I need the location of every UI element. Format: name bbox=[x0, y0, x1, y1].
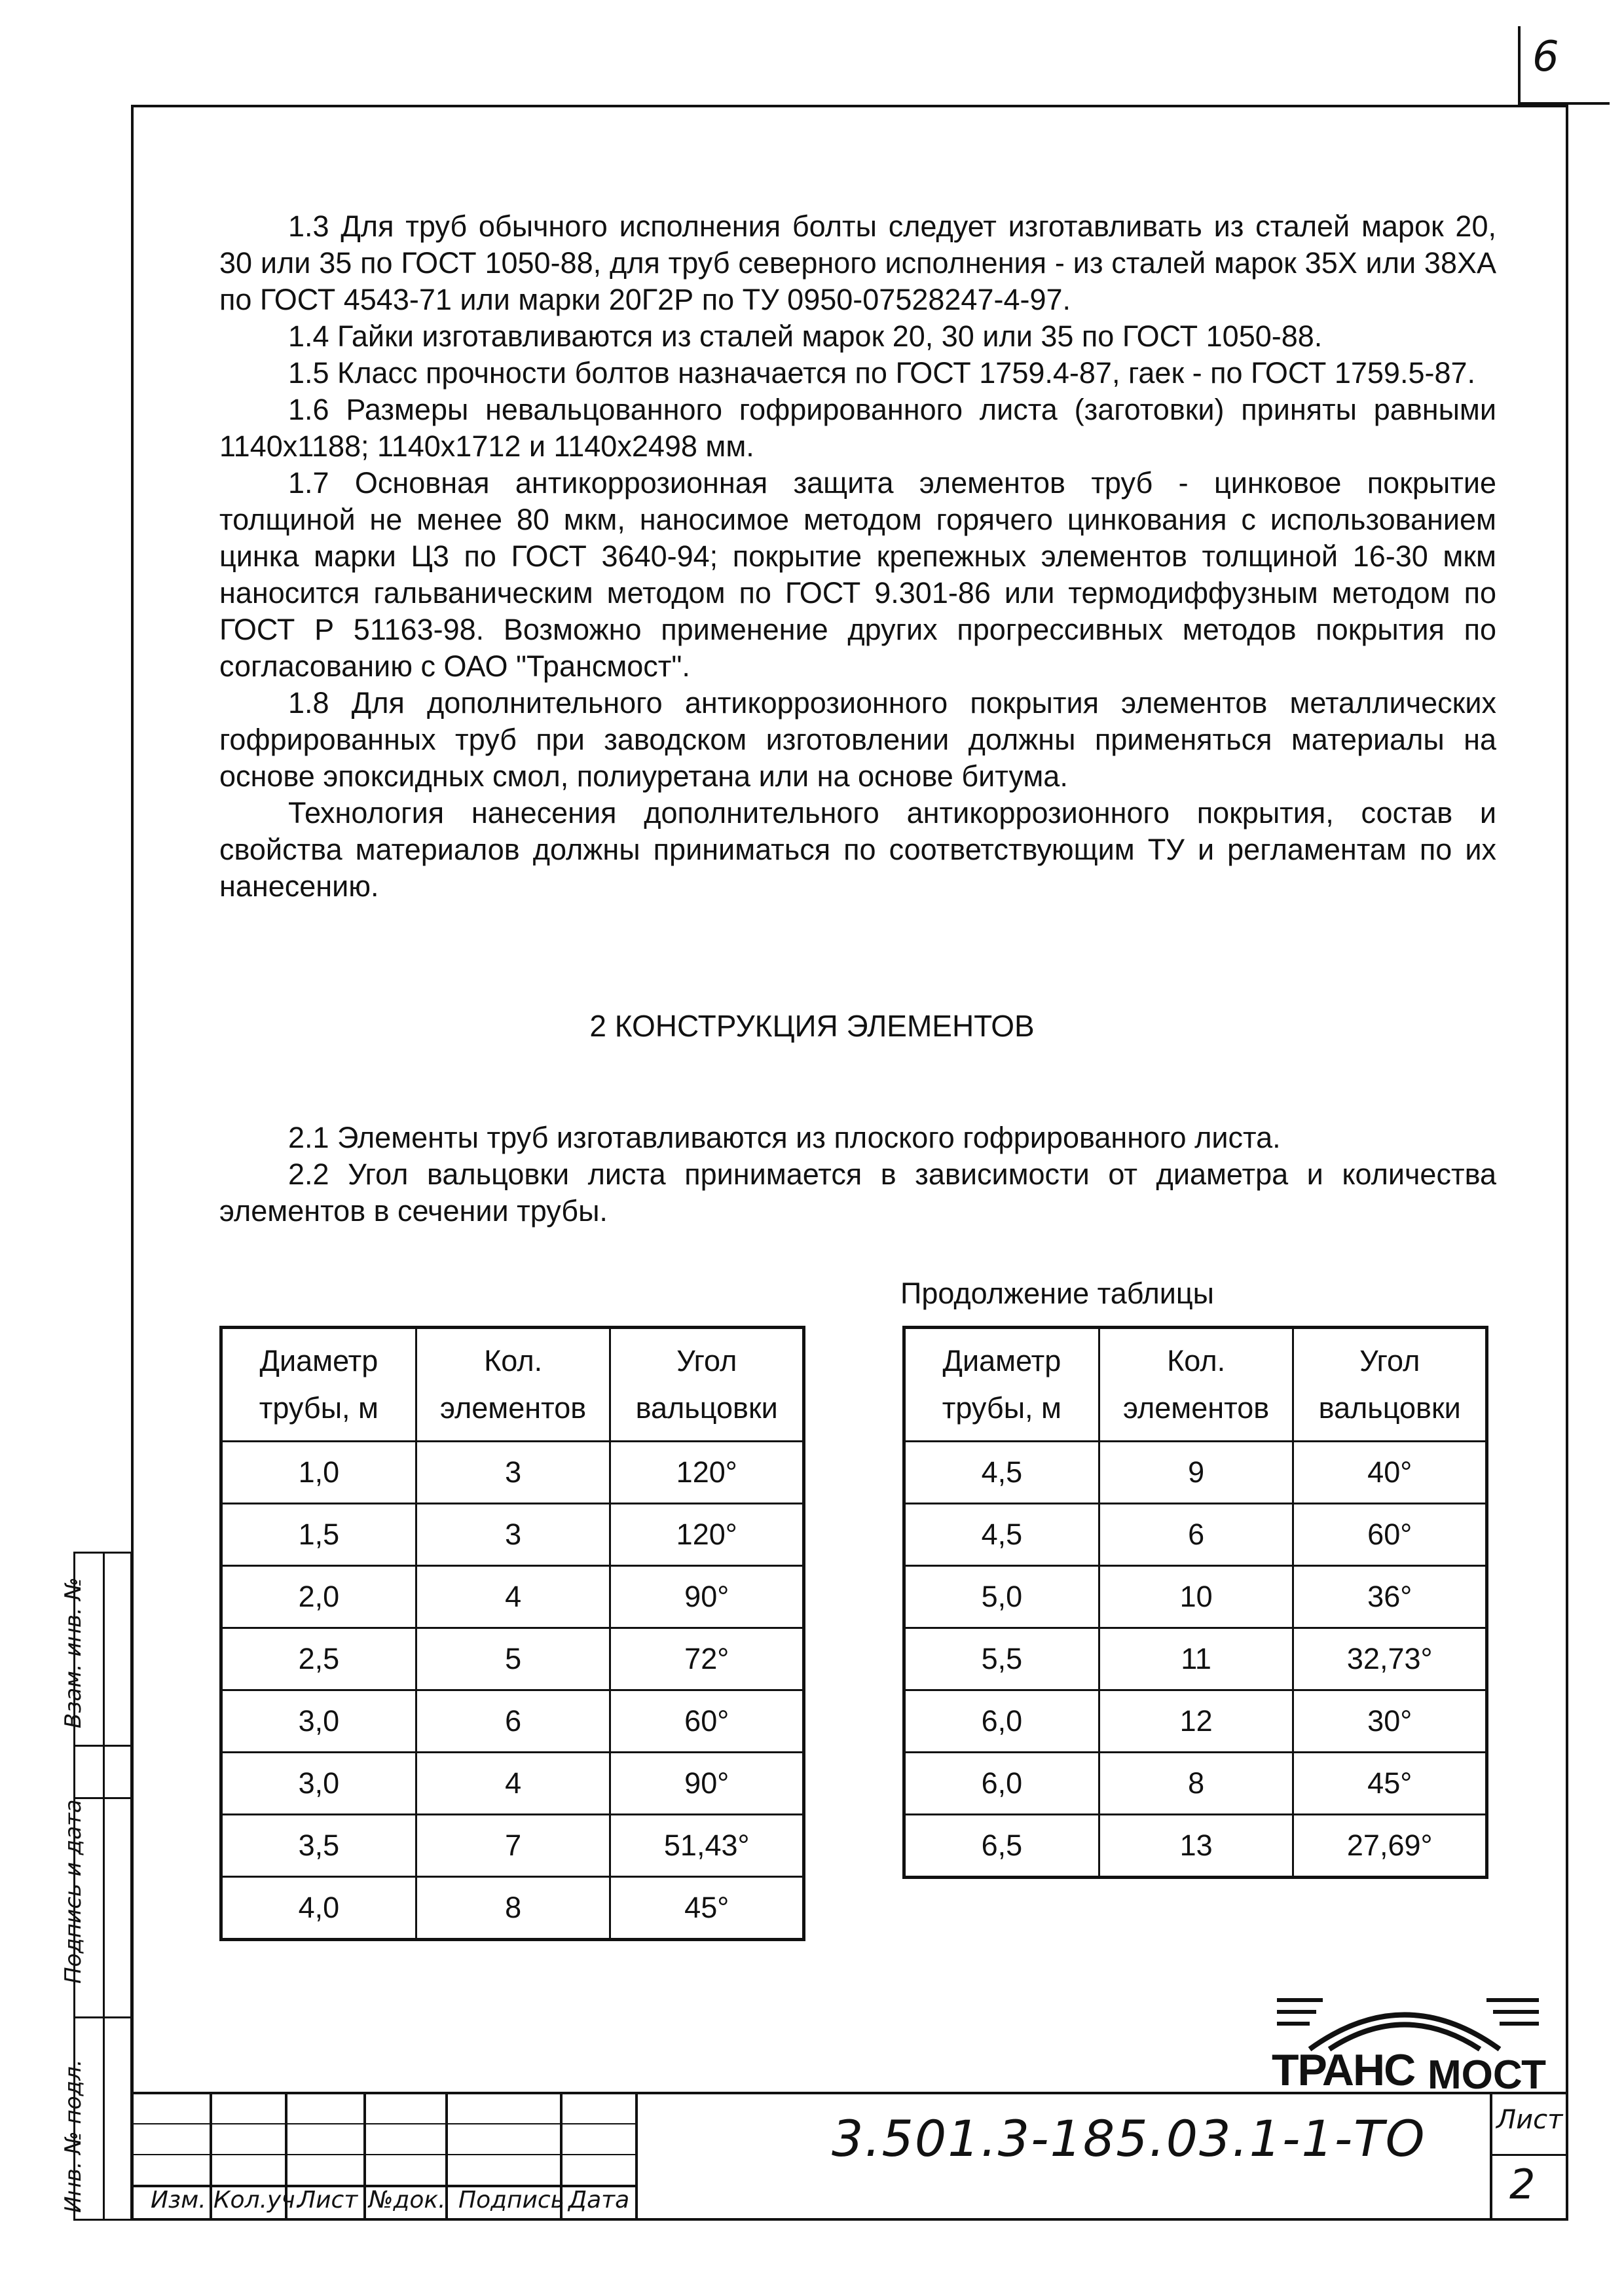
sheet-number: 2 bbox=[1509, 2160, 1536, 2208]
cell-diameter: 6,0 bbox=[904, 1690, 1099, 1753]
cell-angle: 90° bbox=[610, 1753, 804, 1815]
cell-count: 6 bbox=[1099, 1504, 1293, 1566]
paragraph-1-6: 1.6 Размеры невальцованного гофрированного листа (заготовки) приняты равными 1140х1188; 1140х1712 и 1140х2498 мм. bbox=[219, 393, 1496, 463]
cell-count: 7 bbox=[416, 1815, 610, 1877]
cell-count: 13 bbox=[1099, 1815, 1293, 1878]
section-title: 2 КОНСТРУКЦИЯ ЭЛЕМЕНТОВ bbox=[589, 1009, 1035, 1043]
cell-diameter: 5,0 bbox=[904, 1566, 1099, 1628]
table-row bbox=[904, 1690, 1487, 1753]
table-row bbox=[221, 1504, 804, 1566]
header-count: Кол. элементов bbox=[1099, 1328, 1293, 1442]
cell-angle: 51,43° bbox=[610, 1815, 804, 1877]
cell-diameter: 4,0 bbox=[221, 1877, 416, 1940]
cell-diameter: 1,5 bbox=[221, 1504, 416, 1566]
title-block-row-line bbox=[1490, 2154, 1568, 2156]
cell-diameter: 4,5 bbox=[904, 1442, 1099, 1504]
cell-angle: 60° bbox=[1293, 1504, 1487, 1566]
sheet-label: Лист bbox=[1496, 2105, 1563, 2135]
page-number-box bbox=[1518, 26, 1610, 105]
cell-angle: 32,73° bbox=[1293, 1628, 1487, 1690]
side-strip-line bbox=[73, 2016, 132, 2018]
paragraph-1-7: 1.7 Основная антикоррозионная защита элементов труб - цинковое покрытие толщиной не менее 80 мкм, наносимое методом горячего цинкования с использованием цинка марки Ц3 по ГОСТ 3640-94; покрытие крепежных элементов толщиной 16-30 мкм наносится гальваническим методом по ГОСТ 9.301-86 или термодиффузным методом по ГОСТ Р 51163-98. Возможно применение других прогрессивных методов покрытия по согласованию с ОАО "Трансмост". bbox=[219, 466, 1496, 683]
cell-angle: 36° bbox=[1293, 1566, 1487, 1628]
cell-count: 8 bbox=[416, 1877, 610, 1940]
title-block-top-line bbox=[131, 2092, 1568, 2094]
cell-diameter: 2,0 bbox=[221, 1566, 416, 1628]
paragraph-technology: Технология нанесения дополнительного антикоррозионного покрытия, состав и свойства материалов должны приниматься по соответствующим ТУ и регламентам по их нанесению. bbox=[219, 796, 1496, 903]
cell-count: 11 bbox=[1099, 1628, 1293, 1690]
cell-diameter: 2,5 bbox=[221, 1628, 416, 1690]
paragraph-1-5: 1.5 Класс прочности болтов назначается по ГОСТ 1759.4-87, гаек - по ГОСТ 1759.5-87. bbox=[288, 356, 1476, 390]
label-data: Дата bbox=[568, 2187, 630, 2214]
cell-count: 4 bbox=[416, 1566, 610, 1628]
cell-angle: 120° bbox=[610, 1504, 804, 1566]
cell-count: 6 bbox=[416, 1690, 610, 1753]
angle-table-1 bbox=[219, 1326, 805, 1941]
paragraph-1-3: 1.3 Для труб обычного исполнения болты следует изготавливать из сталей марок 20, 30 или 35 по ГОСТ 1050-88, для труб северного исполнения - из сталей марок 35Х или 38ХА по ГОСТ 4543-71 или марки 20Г2Р по ТУ 0950-07528247-4-97. bbox=[219, 210, 1496, 316]
cell-count: 9 bbox=[1099, 1442, 1293, 1504]
logo-stripes-icon bbox=[1277, 2000, 1539, 2024]
cell-angle: 90° bbox=[610, 1566, 804, 1628]
table-row bbox=[904, 1442, 1487, 1504]
table-row bbox=[221, 1877, 804, 1940]
table-row bbox=[221, 1628, 804, 1690]
header-diameter: Диаметр трубы, м bbox=[221, 1328, 416, 1442]
header-diameter: Диаметр трубы, м bbox=[904, 1328, 1099, 1442]
label-list: Лист bbox=[298, 2187, 358, 2214]
label-kol-uch: Кол.уч. bbox=[213, 2187, 303, 2214]
text-block-2 bbox=[219, 1120, 1496, 1230]
transmost-logo bbox=[1264, 1987, 1559, 2092]
table-row bbox=[221, 1442, 804, 1504]
table-row bbox=[221, 1690, 804, 1753]
header-angle: Угол вальцовки bbox=[1293, 1328, 1487, 1442]
document-code: 3.501.3-185.03.1-1-ТО bbox=[832, 2109, 1426, 2168]
cell-angle: 27,69° bbox=[1293, 1815, 1487, 1878]
cell-diameter: 4,5 bbox=[904, 1504, 1099, 1566]
cell-angle: 120° bbox=[610, 1442, 804, 1504]
cell-angle: 45° bbox=[1293, 1753, 1487, 1815]
cell-count: 5 bbox=[416, 1628, 610, 1690]
label-podpis: Подпись bbox=[458, 2187, 564, 2214]
page-number: 6 bbox=[1532, 33, 1559, 81]
cell-angle: 72° bbox=[610, 1628, 804, 1690]
side-strip-line bbox=[73, 1745, 132, 1747]
table-row bbox=[904, 1815, 1487, 1878]
title-block-col-line bbox=[1490, 2092, 1492, 2221]
label-izm: Изм. bbox=[151, 2187, 206, 2214]
cell-angle: 60° bbox=[610, 1690, 804, 1753]
cell-diameter: 1,0 bbox=[221, 1442, 416, 1504]
logo-text-most: МОСТ bbox=[1428, 2052, 1546, 2092]
table-row bbox=[221, 1566, 804, 1628]
title-block-col-line bbox=[363, 2092, 366, 2221]
cell-diameter: 3,0 bbox=[221, 1753, 416, 1815]
title-block-col-line bbox=[210, 2092, 212, 2221]
cell-count: 3 bbox=[416, 1442, 610, 1504]
table-row bbox=[221, 1815, 804, 1877]
side-strip-divider bbox=[103, 1552, 105, 2221]
cell-diameter: 6,0 bbox=[904, 1753, 1099, 1815]
cell-count: 4 bbox=[416, 1753, 610, 1815]
cell-diameter: 6,5 bbox=[904, 1815, 1099, 1878]
table-row bbox=[904, 1753, 1487, 1815]
header-count: Кол. элементов bbox=[416, 1328, 610, 1442]
cell-angle: 30° bbox=[1293, 1690, 1487, 1753]
cell-diameter: 3,0 bbox=[221, 1690, 416, 1753]
cell-angle: 45° bbox=[610, 1877, 804, 1940]
logo-text-trans: ТРАНС bbox=[1272, 2045, 1415, 2092]
paragraph-1-8: 1.8 Для дополнительного антикоррозионного покрытия элементов металлических гофрированных труб при заводском изготовлении должны применяться материалы на основе эпоксидных смол, полиуретана или на основе битума. bbox=[219, 686, 1496, 793]
header-angle: Угол вальцовки bbox=[610, 1328, 804, 1442]
table-row bbox=[904, 1504, 1487, 1566]
cell-count: 12 bbox=[1099, 1690, 1293, 1753]
table-row bbox=[904, 1628, 1487, 1690]
paragraph-2-1: 2.1 Элементы труб изготавливаются из плоского гофрированного листа. bbox=[288, 1121, 1281, 1154]
paragraph-2-2: 2.2 Угол вальцовки листа принимается в зависимости от диаметра и количества элементов в сечении трубы. bbox=[219, 1157, 1496, 1228]
label-n-dok: №док. bbox=[369, 2187, 446, 2214]
table-row bbox=[904, 1566, 1487, 1628]
cell-diameter: 5,5 bbox=[904, 1628, 1099, 1690]
angle-table-2 bbox=[902, 1326, 1488, 1879]
cell-count: 10 bbox=[1099, 1566, 1293, 1628]
text-block-1 bbox=[219, 208, 1496, 905]
table-row bbox=[221, 1753, 804, 1815]
cell-diameter: 3,5 bbox=[221, 1815, 416, 1877]
title-block-col-line bbox=[635, 2092, 638, 2221]
paragraph-1-4: 1.4 Гайки изготавливаются из сталей марок 20, 30 или 35 по ГОСТ 1050-88. bbox=[288, 319, 1323, 353]
cell-count: 3 bbox=[416, 1504, 610, 1566]
cell-count: 8 bbox=[1099, 1753, 1293, 1815]
cell-angle: 40° bbox=[1293, 1442, 1487, 1504]
logo-arch-icon bbox=[1310, 2015, 1500, 2050]
table-continuation-caption: Продолжение таблицы bbox=[900, 1277, 1215, 1310]
